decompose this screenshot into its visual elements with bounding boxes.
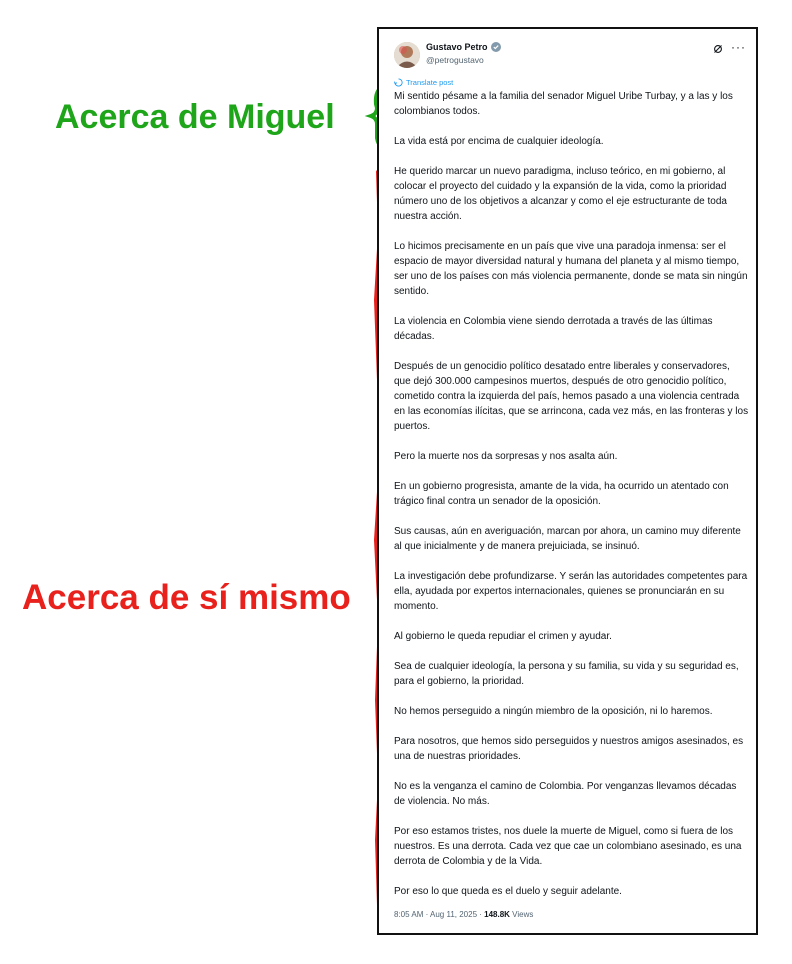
author-handle[interactable]: @petrogustavo — [426, 55, 484, 65]
post-paragraph: La investigación debe profundizarse. Y serán las autoridades competentes para ella, ayudada por expertos internacionales, quienes se pronunciarán en su momento. — [394, 571, 748, 612]
views-count: 148.8K — [484, 910, 510, 919]
post-paragraph: En un gobierno progresista, amante de la vida, ha ocurrido un atentado con trágico final contra un senador de la oposición. — [394, 481, 729, 507]
post-header — [394, 42, 746, 68]
post-paragraph: La violencia en Colombia viene siendo derrotada a través de las últimas décadas. — [394, 316, 713, 342]
more-options-icon[interactable]: ··· — [731, 40, 746, 54]
translate-label: Translate post — [406, 78, 454, 87]
post-paragraph: Pero la muerte nos da sorpresas y nos asalta aún. — [394, 451, 618, 462]
post-paragraph: Para nosotros, que hemos sido perseguidos y nuestros amigos asesinados, es una de nuestras prioridades. — [394, 736, 744, 762]
post-paragraph: Al gobierno le queda repudiar el crimen y ayudar. — [394, 631, 612, 642]
annotation-red-label: Acerca de sí mismo — [22, 578, 351, 617]
post-paragraph: Por eso estamos tristes, nos duele la muerte de Miguel, como si fuera de los nuestros. Es una derrota. Cada vez que cae un colombiano asesinado, es una derrota de Colombia y de la Vida. — [394, 826, 742, 867]
post-card — [377, 27, 758, 935]
post-meta — [394, 910, 533, 919]
verified-badge-icon — [491, 42, 501, 52]
post-paragraph: He querido marcar un nuevo paradigma, incluso teórico, en mi gobierno, al colocar el proyecto del cuidado y la expansión de la vida, como la prioridad número uno de los objetivos a alcanzar y como el eje estructurante de toda nuestra acción. — [394, 166, 727, 222]
post-paragraph: Sus causas, aún en averiguación, marcan por ahora, un camino muy diferente al que inicialmente y de manera prejuiciada, se insinuó. — [394, 526, 741, 552]
annotation-green-label: Acerca de Miguel — [55, 98, 335, 136]
author-name[interactable]: Gustavo Petro — [426, 42, 488, 52]
post-paragraph: Lo hicimos precisamente en un país que vive una paradoja inmensa: ser el espacio de mayor diversidad natural y humana del planeta y al mismo tiempo, ser uno de los países con más violencia permanente, donde se mata sin ningún sentido. — [394, 241, 748, 297]
avatar[interactable] — [394, 42, 420, 68]
post-paragraph: Después de un genocidio político desatado entre liberales y conservadores, que dejó 300.000 campesinos muertos, después de otro genocidio político, cometido contra la izquierda del país, hemos pasado a una violencia centrada en las economías ilícitas, que se arrincona, cada vez más, en las fronteras y los puertos. — [394, 361, 749, 432]
grok-icon[interactable] — [713, 44, 723, 54]
post-paragraph: Por eso lo que queda es el duelo y seguir adelante. — [394, 886, 622, 897]
post-paragraph: Mi sentido pésame a la familia del senador Miguel Uribe Turbay, y a las y los colombianos todos. — [394, 91, 733, 117]
post-text — [394, 89, 749, 914]
translate-icon — [394, 78, 403, 87]
post-paragraph: No hemos perseguido a ningún miembro de la oposición, ni lo haremos. — [394, 706, 713, 717]
post-timestamp[interactable]: 8:05 AM · Aug 11, 2025 · — [394, 910, 485, 919]
views-label: Views — [509, 910, 534, 919]
translate-post-link[interactable] — [394, 78, 453, 87]
post-paragraph: La vida está por encima de cualquier ideología. — [394, 136, 604, 147]
post-paragraph: No es la venganza el camino de Colombia. Por venganzas llevamos décadas de violencia. No más. — [394, 781, 737, 807]
post-paragraph: Sea de cualquier ideología, la persona y su familia, su vida y su seguridad es, para el gobierno, la prioridad. — [394, 661, 739, 687]
